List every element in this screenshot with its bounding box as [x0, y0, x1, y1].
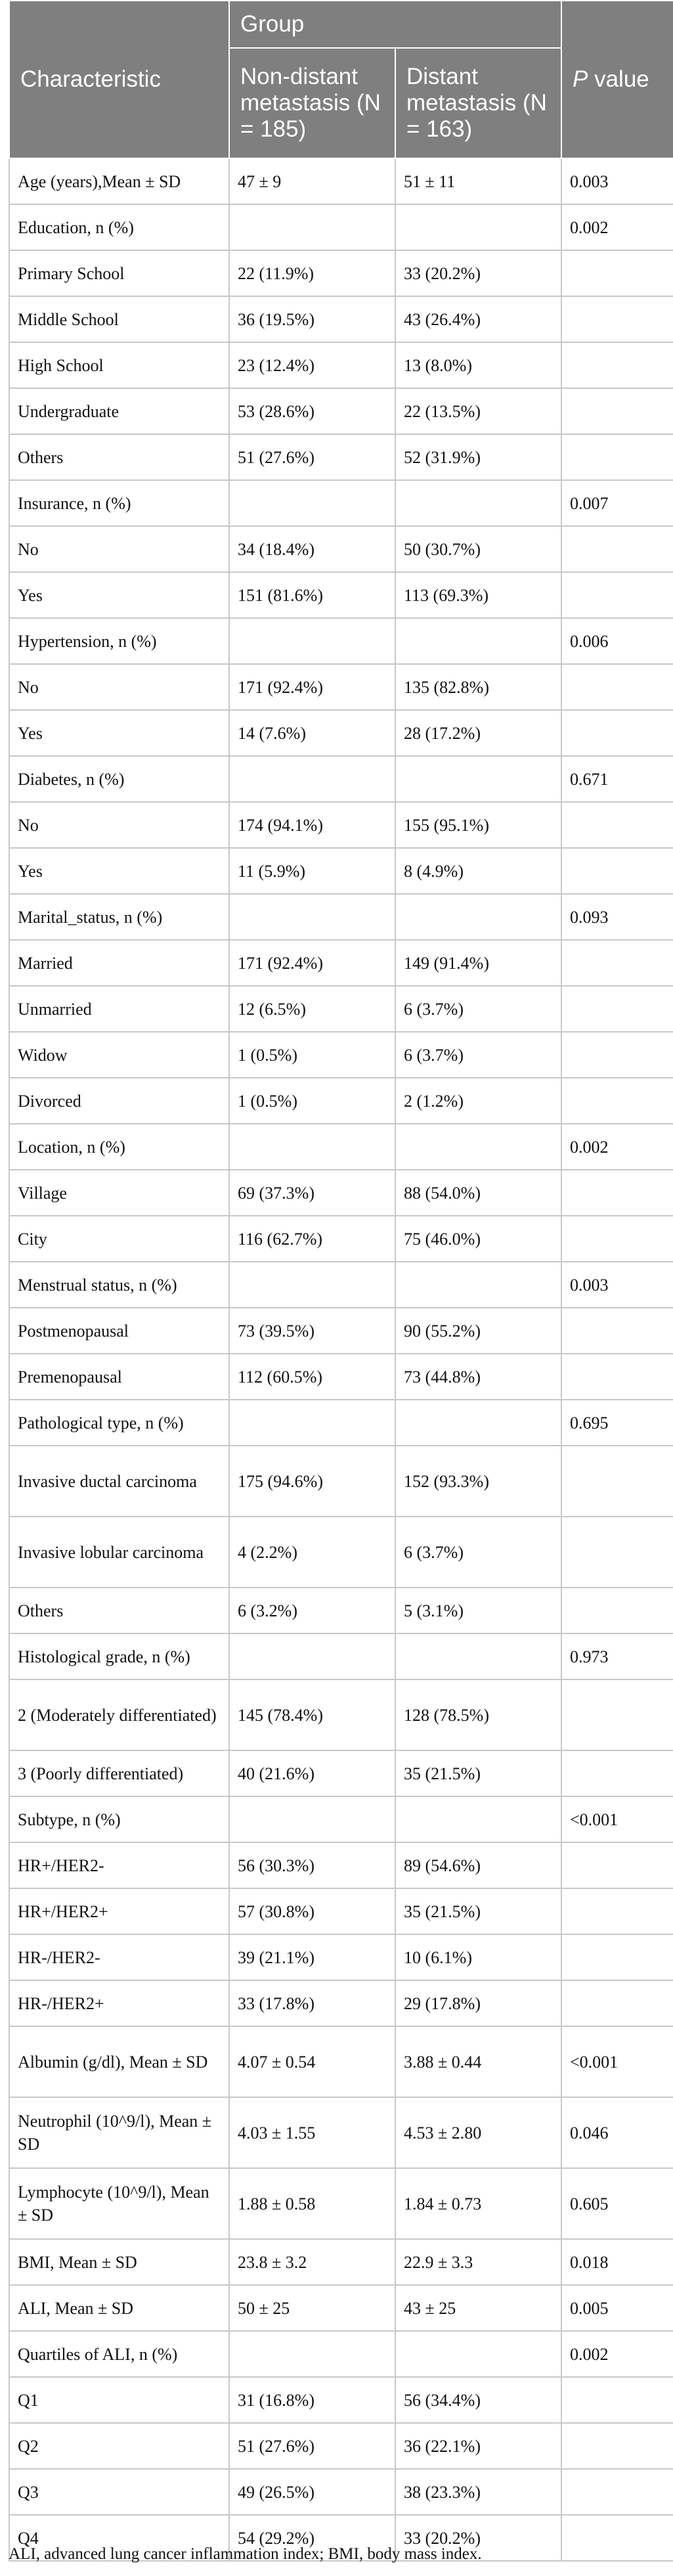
p-value-cell: 0.002 [561, 1124, 673, 1170]
distant-cell: 113 (69.3%) [395, 572, 561, 618]
non-distant-cell: 4.03 ± 1.55 [229, 2097, 395, 2168]
p-value-cell [561, 2469, 673, 2515]
distant-cell: 128 (78.5%) [395, 1679, 561, 1750]
distant-cell: 28 (17.2%) [395, 710, 561, 756]
distant-cell: 88 (54.0%) [395, 1170, 561, 1216]
row-label-cell: Histological grade, n (%) [9, 1633, 229, 1679]
distant-cell: 56 (34.4%) [395, 2377, 561, 2423]
row-label-cell: Premenopausal [9, 1354, 229, 1400]
table-row [9, 1308, 673, 1354]
table-row [9, 1032, 673, 1078]
p-value-cell [561, 250, 673, 296]
non-distant-cell [229, 1796, 395, 1842]
distant-cell [395, 1796, 561, 1842]
table-row [9, 434, 673, 480]
row-label-cell: High School [9, 342, 229, 388]
table-row [9, 2026, 673, 2097]
non-distant-cell: 23 (12.4%) [229, 342, 395, 388]
table-row [9, 1633, 673, 1679]
non-distant-cell: 12 (6.5%) [229, 986, 395, 1032]
row-label-cell: Undergraduate [9, 388, 229, 434]
row-label-cell: Albumin (g/dl), Mean ± SD [9, 2026, 229, 2097]
non-distant-cell [229, 1400, 395, 1446]
row-label-cell: Yes [9, 848, 229, 894]
p-value-cell [561, 1032, 673, 1078]
p-value-cell [561, 526, 673, 572]
row-label-cell: Education, n (%) [9, 204, 229, 250]
p-value-cell [561, 1170, 673, 1216]
non-distant-cell: 73 (39.5%) [229, 1308, 395, 1354]
non-distant-cell: 56 (30.3%) [229, 1842, 395, 1888]
p-value-cell [561, 572, 673, 618]
non-distant-cell: 31 (16.8%) [229, 2377, 395, 2423]
p-value-cell [561, 1216, 673, 1262]
table-row [9, 1842, 673, 1888]
non-distant-cell [229, 2331, 395, 2377]
p-value-cell [561, 1517, 673, 1588]
non-distant-cell: 23.8 ± 3.2 [229, 2239, 395, 2285]
distant-cell [395, 1400, 561, 1446]
distant-cell: 43 ± 25 [395, 2285, 561, 2331]
characteristic-header: Characteristic [9, 1, 229, 158]
non-distant-cell [229, 1124, 395, 1170]
non-distant-cell: 171 (92.4%) [229, 940, 395, 986]
table-row [9, 342, 673, 388]
row-label-cell: Invasive lobular carcinoma [9, 1517, 229, 1588]
row-label-cell: Age (years),Mean ± SD [9, 158, 229, 204]
p-value-cell [561, 802, 673, 848]
non-distant-cell: 14 (7.6%) [229, 710, 395, 756]
row-label-cell: Others [9, 434, 229, 480]
table-header [9, 1, 673, 158]
row-label-cell: Q1 [9, 2377, 229, 2423]
table-row [9, 296, 673, 342]
distant-cell: 36 (22.1%) [395, 2423, 561, 2469]
non-distant-header: Non-distant metastasis (N = 185) [229, 48, 395, 158]
table-footnote: ALI, advanced lung cancer inflammation index; BMI, body mass index. [9, 2545, 482, 2563]
distant-cell [395, 618, 561, 664]
p-value-cell: 0.002 [561, 204, 673, 250]
distant-cell: 155 (95.1%) [395, 802, 561, 848]
row-label-cell: Quartiles of ALI, n (%) [9, 2331, 229, 2377]
row-label-cell: Hypertension, n (%) [9, 618, 229, 664]
non-distant-cell [229, 1262, 395, 1308]
p-value-cell [561, 2423, 673, 2469]
distant-cell: 6 (3.7%) [395, 986, 561, 1032]
table-row [9, 1588, 673, 1633]
distant-cell: 50 (30.7%) [395, 526, 561, 572]
non-distant-cell [229, 480, 395, 526]
p-value-cell [561, 710, 673, 756]
table-body [9, 158, 673, 2561]
row-label-cell: 2 (Moderately differentiated) [9, 1679, 229, 1750]
table-row [9, 1750, 673, 1796]
p-value-cell: 0.695 [561, 1400, 673, 1446]
non-distant-cell: 145 (78.4%) [229, 1679, 395, 1750]
p-value-cell: 0.006 [561, 618, 673, 664]
table-row [9, 2097, 673, 2168]
distant-cell: 3.88 ± 0.44 [395, 2026, 561, 2097]
table-row [9, 1170, 673, 1216]
non-distant-cell: 39 (21.1%) [229, 1934, 395, 1980]
table-row [9, 2423, 673, 2469]
distant-cell: 5 (3.1%) [395, 1588, 561, 1633]
distant-cell: 75 (46.0%) [395, 1216, 561, 1262]
p-value-cell: 0.002 [561, 2331, 673, 2377]
table-row [9, 480, 673, 526]
distant-cell [395, 204, 561, 250]
table-row [9, 986, 673, 1032]
table-row [9, 894, 673, 940]
table-container [9, 0, 673, 2562]
non-distant-cell: 49 (26.5%) [229, 2469, 395, 2515]
p-value-cell [561, 342, 673, 388]
non-distant-cell [229, 894, 395, 940]
row-label-cell: No [9, 802, 229, 848]
non-distant-cell: 151 (81.6%) [229, 572, 395, 618]
p-value-cell: 0.003 [561, 158, 673, 204]
p-value-cell [561, 1354, 673, 1400]
table-row [9, 1888, 673, 1934]
p-value-cell [561, 1750, 673, 1796]
table-row [9, 1262, 673, 1308]
table-row [9, 1980, 673, 2026]
distant-cell: 90 (55.2%) [395, 1308, 561, 1354]
row-label-cell: 3 (Poorly differentiated) [9, 1750, 229, 1796]
non-distant-cell: 6 (3.2%) [229, 1588, 395, 1633]
distant-cell: 33 (20.2%) [395, 250, 561, 296]
distant-cell: 35 (21.5%) [395, 1888, 561, 1934]
distant-cell: 51 ± 11 [395, 158, 561, 204]
p-value-cell [561, 1934, 673, 1980]
table-row [9, 664, 673, 710]
distant-cell [395, 894, 561, 940]
non-distant-cell: 174 (94.1%) [229, 802, 395, 848]
table-row [9, 526, 673, 572]
table-row [9, 204, 673, 250]
distant-cell: 35 (21.5%) [395, 1750, 561, 1796]
row-label-cell: HR-/HER2+ [9, 1980, 229, 2026]
distant-cell: 22 (13.5%) [395, 388, 561, 434]
table-row [9, 802, 673, 848]
row-label-cell: Widow [9, 1032, 229, 1078]
distant-cell: 6 (3.7%) [395, 1032, 561, 1078]
p-value-cell: 0.018 [561, 2239, 673, 2285]
distant-cell: 8 (4.9%) [395, 848, 561, 894]
table-row [9, 848, 673, 894]
p-value-cell [561, 296, 673, 342]
table-row [9, 1216, 673, 1262]
row-label-cell: Pathological type, n (%) [9, 1400, 229, 1446]
row-label-cell: Divorced [9, 1078, 229, 1124]
non-distant-cell: 4 (2.2%) [229, 1517, 395, 1588]
row-label-cell: HR-/HER2- [9, 1934, 229, 1980]
row-label-cell: Lymphocyte (10^9/l), Mean ± SD [9, 2168, 229, 2239]
table-row [9, 940, 673, 986]
non-distant-cell: 34 (18.4%) [229, 526, 395, 572]
distant-cell: 135 (82.8%) [395, 664, 561, 710]
table-row [9, 756, 673, 802]
non-distant-cell [229, 204, 395, 250]
p-value-cell: 0.605 [561, 2168, 673, 2239]
row-label-cell: BMI, Mean ± SD [9, 2239, 229, 2285]
p-value-cell: 0.093 [561, 894, 673, 940]
distant-cell: 52 (31.9%) [395, 434, 561, 480]
row-label-cell: Neutrophil (10^9/l), Mean ± SD [9, 2097, 229, 2168]
p-value-cell: <0.001 [561, 1796, 673, 1842]
p-value-cell [561, 434, 673, 480]
row-label-cell: HR+/HER2+ [9, 1888, 229, 1934]
distant-cell: 43 (26.4%) [395, 296, 561, 342]
row-label-cell: Marital_status, n (%) [9, 894, 229, 940]
row-label-cell: Unmarried [9, 986, 229, 1032]
p-value-cell [561, 1446, 673, 1517]
non-distant-cell [229, 756, 395, 802]
p-value-cell [561, 664, 673, 710]
non-distant-cell: 54 (29.2%) [229, 2515, 395, 2561]
row-label-cell: No [9, 526, 229, 572]
p-value-cell [561, 986, 673, 1032]
row-label-cell: Primary School [9, 250, 229, 296]
table-row [9, 2377, 673, 2423]
p-value-cell: 0.046 [561, 2097, 673, 2168]
table-row [9, 388, 673, 434]
p-value-cell [561, 1980, 673, 2026]
row-label-cell: Insurance, n (%) [9, 480, 229, 526]
non-distant-cell: 47 ± 9 [229, 158, 395, 204]
p-value-cell [561, 848, 673, 894]
table-row [9, 2331, 673, 2377]
group-header: Group [229, 1, 561, 48]
table-row [9, 1124, 673, 1170]
row-label-cell: Village [9, 1170, 229, 1216]
p-value-cell: 0.003 [561, 1262, 673, 1308]
p-value-cell: 0.005 [561, 2285, 673, 2331]
table-row [9, 158, 673, 204]
non-distant-cell [229, 618, 395, 664]
p-value-cell: 0.973 [561, 1633, 673, 1679]
non-distant-cell: 51 (27.6%) [229, 2423, 395, 2469]
row-label-cell: ALI, Mean ± SD [9, 2285, 229, 2331]
non-distant-cell: 33 (17.8%) [229, 1980, 395, 2026]
p-value-cell [561, 1308, 673, 1354]
distant-cell: 73 (44.8%) [395, 1354, 561, 1400]
non-distant-cell: 22 (11.9%) [229, 250, 395, 296]
row-label-cell: Postmenopausal [9, 1308, 229, 1354]
distant-cell: 22.9 ± 3.3 [395, 2239, 561, 2285]
table-row [9, 2469, 673, 2515]
distant-cell: 13 (8.0%) [395, 342, 561, 388]
table-row [9, 710, 673, 756]
non-distant-cell: 175 (94.6%) [229, 1446, 395, 1517]
row-label-cell: Menstrual status, n (%) [9, 1262, 229, 1308]
row-label-cell: Subtype, n (%) [9, 1796, 229, 1842]
table-row [9, 1934, 673, 1980]
non-distant-cell: 57 (30.8%) [229, 1888, 395, 1934]
non-distant-cell: 1 (0.5%) [229, 1032, 395, 1078]
row-label-cell: Q2 [9, 2423, 229, 2469]
table-row [9, 1679, 673, 1750]
p-value-cell [561, 1842, 673, 1888]
row-label-cell: Others [9, 1588, 229, 1633]
row-label-cell: HR+/HER2- [9, 1842, 229, 1888]
row-label-cell: Yes [9, 572, 229, 618]
row-label-cell: No [9, 664, 229, 710]
p-value-cell [561, 2377, 673, 2423]
distant-cell: 6 (3.7%) [395, 1517, 561, 1588]
distant-cell: 149 (91.4%) [395, 940, 561, 986]
distant-cell [395, 2331, 561, 2377]
non-distant-cell: 1 (0.5%) [229, 1078, 395, 1124]
row-label-cell: Q4 [9, 2515, 229, 2561]
distant-cell [395, 1124, 561, 1170]
non-distant-cell: 11 (5.9%) [229, 848, 395, 894]
distant-cell: 89 (54.6%) [395, 1842, 561, 1888]
table-row [9, 1446, 673, 1517]
p-value-header [561, 1, 673, 158]
characteristics-table [9, 0, 673, 2562]
p-value-suffix: value [588, 66, 649, 92]
non-distant-cell: 171 (92.4%) [229, 664, 395, 710]
row-label-cell: Location, n (%) [9, 1124, 229, 1170]
distant-cell: 10 (6.1%) [395, 1934, 561, 1980]
non-distant-cell: 4.07 ± 0.54 [229, 2026, 395, 2097]
distant-cell: 38 (23.3%) [395, 2469, 561, 2515]
table-row [9, 1078, 673, 1124]
distant-cell [395, 1633, 561, 1679]
table-row [9, 1400, 673, 1446]
distant-cell: 1.84 ± 0.73 [395, 2168, 561, 2239]
row-label-cell: City [9, 1216, 229, 1262]
non-distant-cell [229, 1633, 395, 1679]
non-distant-cell: 51 (27.6%) [229, 434, 395, 480]
distant-cell: 2 (1.2%) [395, 1078, 561, 1124]
table-row [9, 1517, 673, 1588]
table-row [9, 2239, 673, 2285]
table-row [9, 250, 673, 296]
p-value-cell [561, 1679, 673, 1750]
distant-cell [395, 756, 561, 802]
row-label-cell: Invasive ductal carcinoma [9, 1446, 229, 1517]
p-value-cell [561, 940, 673, 986]
p-value-cell [561, 1888, 673, 1934]
non-distant-cell: 36 (19.5%) [229, 296, 395, 342]
p-value-cell: 0.007 [561, 480, 673, 526]
distant-cell: 33 (20.2%) [395, 2515, 561, 2561]
non-distant-cell: 53 (28.6%) [229, 388, 395, 434]
p-value-cell [561, 1078, 673, 1124]
table-row [9, 2285, 673, 2331]
row-label-cell: Middle School [9, 296, 229, 342]
distant-cell: 152 (93.3%) [395, 1446, 561, 1517]
non-distant-cell: 112 (60.5%) [229, 1354, 395, 1400]
row-label-cell: Q3 [9, 2469, 229, 2515]
distant-cell: 4.53 ± 2.80 [395, 2097, 561, 2168]
table-row [9, 618, 673, 664]
distant-cell [395, 1262, 561, 1308]
row-label-cell: Yes [9, 710, 229, 756]
p-value-cell: <0.001 [561, 2026, 673, 2097]
table-row [9, 2168, 673, 2239]
distant-header: Distant metastasis (N = 163) [395, 48, 561, 158]
table-row [9, 572, 673, 618]
non-distant-cell: 1.88 ± 0.58 [229, 2168, 395, 2239]
table-row [9, 1354, 673, 1400]
p-value-cell [561, 1588, 673, 1633]
non-distant-cell: 40 (21.6%) [229, 1750, 395, 1796]
distant-cell [395, 480, 561, 526]
row-label-cell: Diabetes, n (%) [9, 756, 229, 802]
non-distant-cell: 50 ± 25 [229, 2285, 395, 2331]
distant-cell: 29 (17.8%) [395, 1980, 561, 2026]
non-distant-cell: 116 (62.7%) [229, 1216, 395, 1262]
p-value-cell: 0.671 [561, 756, 673, 802]
row-label-cell: Married [9, 940, 229, 986]
p-value-cell [561, 388, 673, 434]
non-distant-cell: 69 (37.3%) [229, 1170, 395, 1216]
p-italic: P [573, 66, 588, 92]
table-row [9, 1796, 673, 1842]
